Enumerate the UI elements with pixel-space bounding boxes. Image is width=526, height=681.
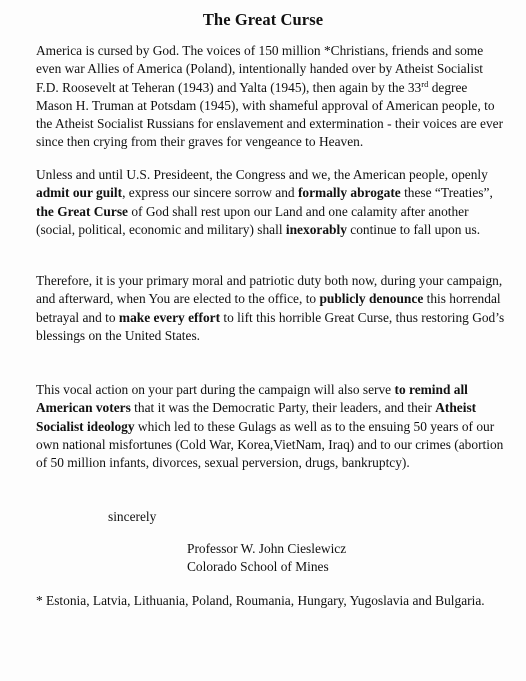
paragraph-2: [36, 166, 506, 239]
signature-name: Professor W. John Cieslewicz: [187, 541, 347, 556]
paragraph-2-text: Unless and until U.S. Presideent, the Congress and we, the American people, openly: [36, 167, 488, 182]
paragraph-3: [36, 272, 506, 345]
paragraph-3-text: Therefore, it is your primary moral and patriotic duty both now, during your campaign, and afterward, when You are elected to the office, to: [36, 273, 503, 307]
emphasis-inexorably: inexorably: [285, 221, 347, 237]
emphasis-make-every-effort: make every effort: [118, 309, 221, 325]
paragraph-3-text: to lift this horrible Great Curse, thus restoring God’s blessings on the United States.: [36, 309, 505, 343]
emphasis-remind-voters: to remind all American voters: [36, 382, 468, 416]
paragraph-4: [36, 381, 506, 472]
paragraph-1-text-cont: degree Mason H. Truman at Potsdam (1945), with shameful approval of American people, to the Atheist Socialist Russians for enslavement and extermination - their voices are ever since then crying from their graves for vengeance to Heaven.: [36, 79, 504, 150]
emphasis-admit-our-guilt: admit our guilt: [36, 185, 123, 201]
paragraph-2-text: , express our sincere sorrow and: [122, 185, 298, 201]
signature-block: [187, 540, 346, 575]
paragraph-1-text: America is cursed by God. The voices of 150 million *Christians, friends and some even war Allies of America (Poland), intentionally handed over by Atheist Socialist F.D. Roosevelt at Teheran (1943) and Yalta (1945), then again by the 33: [36, 43, 484, 95]
emphasis-formally-abrogate: formally abrogate: [297, 185, 401, 201]
emphasis-great-curse: the Great Curse: [36, 203, 128, 219]
paragraph-4-text: This vocal action on your part during the campaign will also serve: [36, 382, 395, 397]
paragraph-1: [36, 42, 506, 152]
closing: sincerely: [108, 509, 157, 524]
paragraph-4-text: that it was the Democratic Party, their leaders, and their: [130, 400, 436, 416]
signature-affiliation: Colorado School of Mines: [187, 558, 329, 574]
emphasis-atheist-socialist-ideology: Atheist Socialist ideology: [36, 400, 477, 434]
document-title: The Great Curse: [202, 10, 324, 29]
paragraph-2-text: of God shall rest upon our Land and one calamity after another (social, political, economic and military) shall: [36, 203, 469, 237]
emphasis-publicly-denounce: publicly denounce: [319, 291, 424, 307]
paragraph-2-text: these “Treaties”,: [400, 185, 493, 201]
paragraph-3-text: this horrendal betrayal and to: [36, 291, 501, 325]
ordinal-suffix: rd: [421, 78, 429, 89]
paragraph-4-text: which led to these Gulags as well as to the ensuing 50 years of our own national misfortunes (Cold War, Korea,VietNam, Iraq) and to our crimes (abortion of 50 million infants, divorces, sexual perversion, drugs, bankruptcy).: [36, 418, 504, 471]
footnote: * Estonia, Latvia, Lithuania, Poland, Roumania, Hungary, Yugoslavia and Bulgaria.: [36, 593, 485, 608]
paragraph-2-text: continue to fall upon us.: [346, 221, 481, 237]
